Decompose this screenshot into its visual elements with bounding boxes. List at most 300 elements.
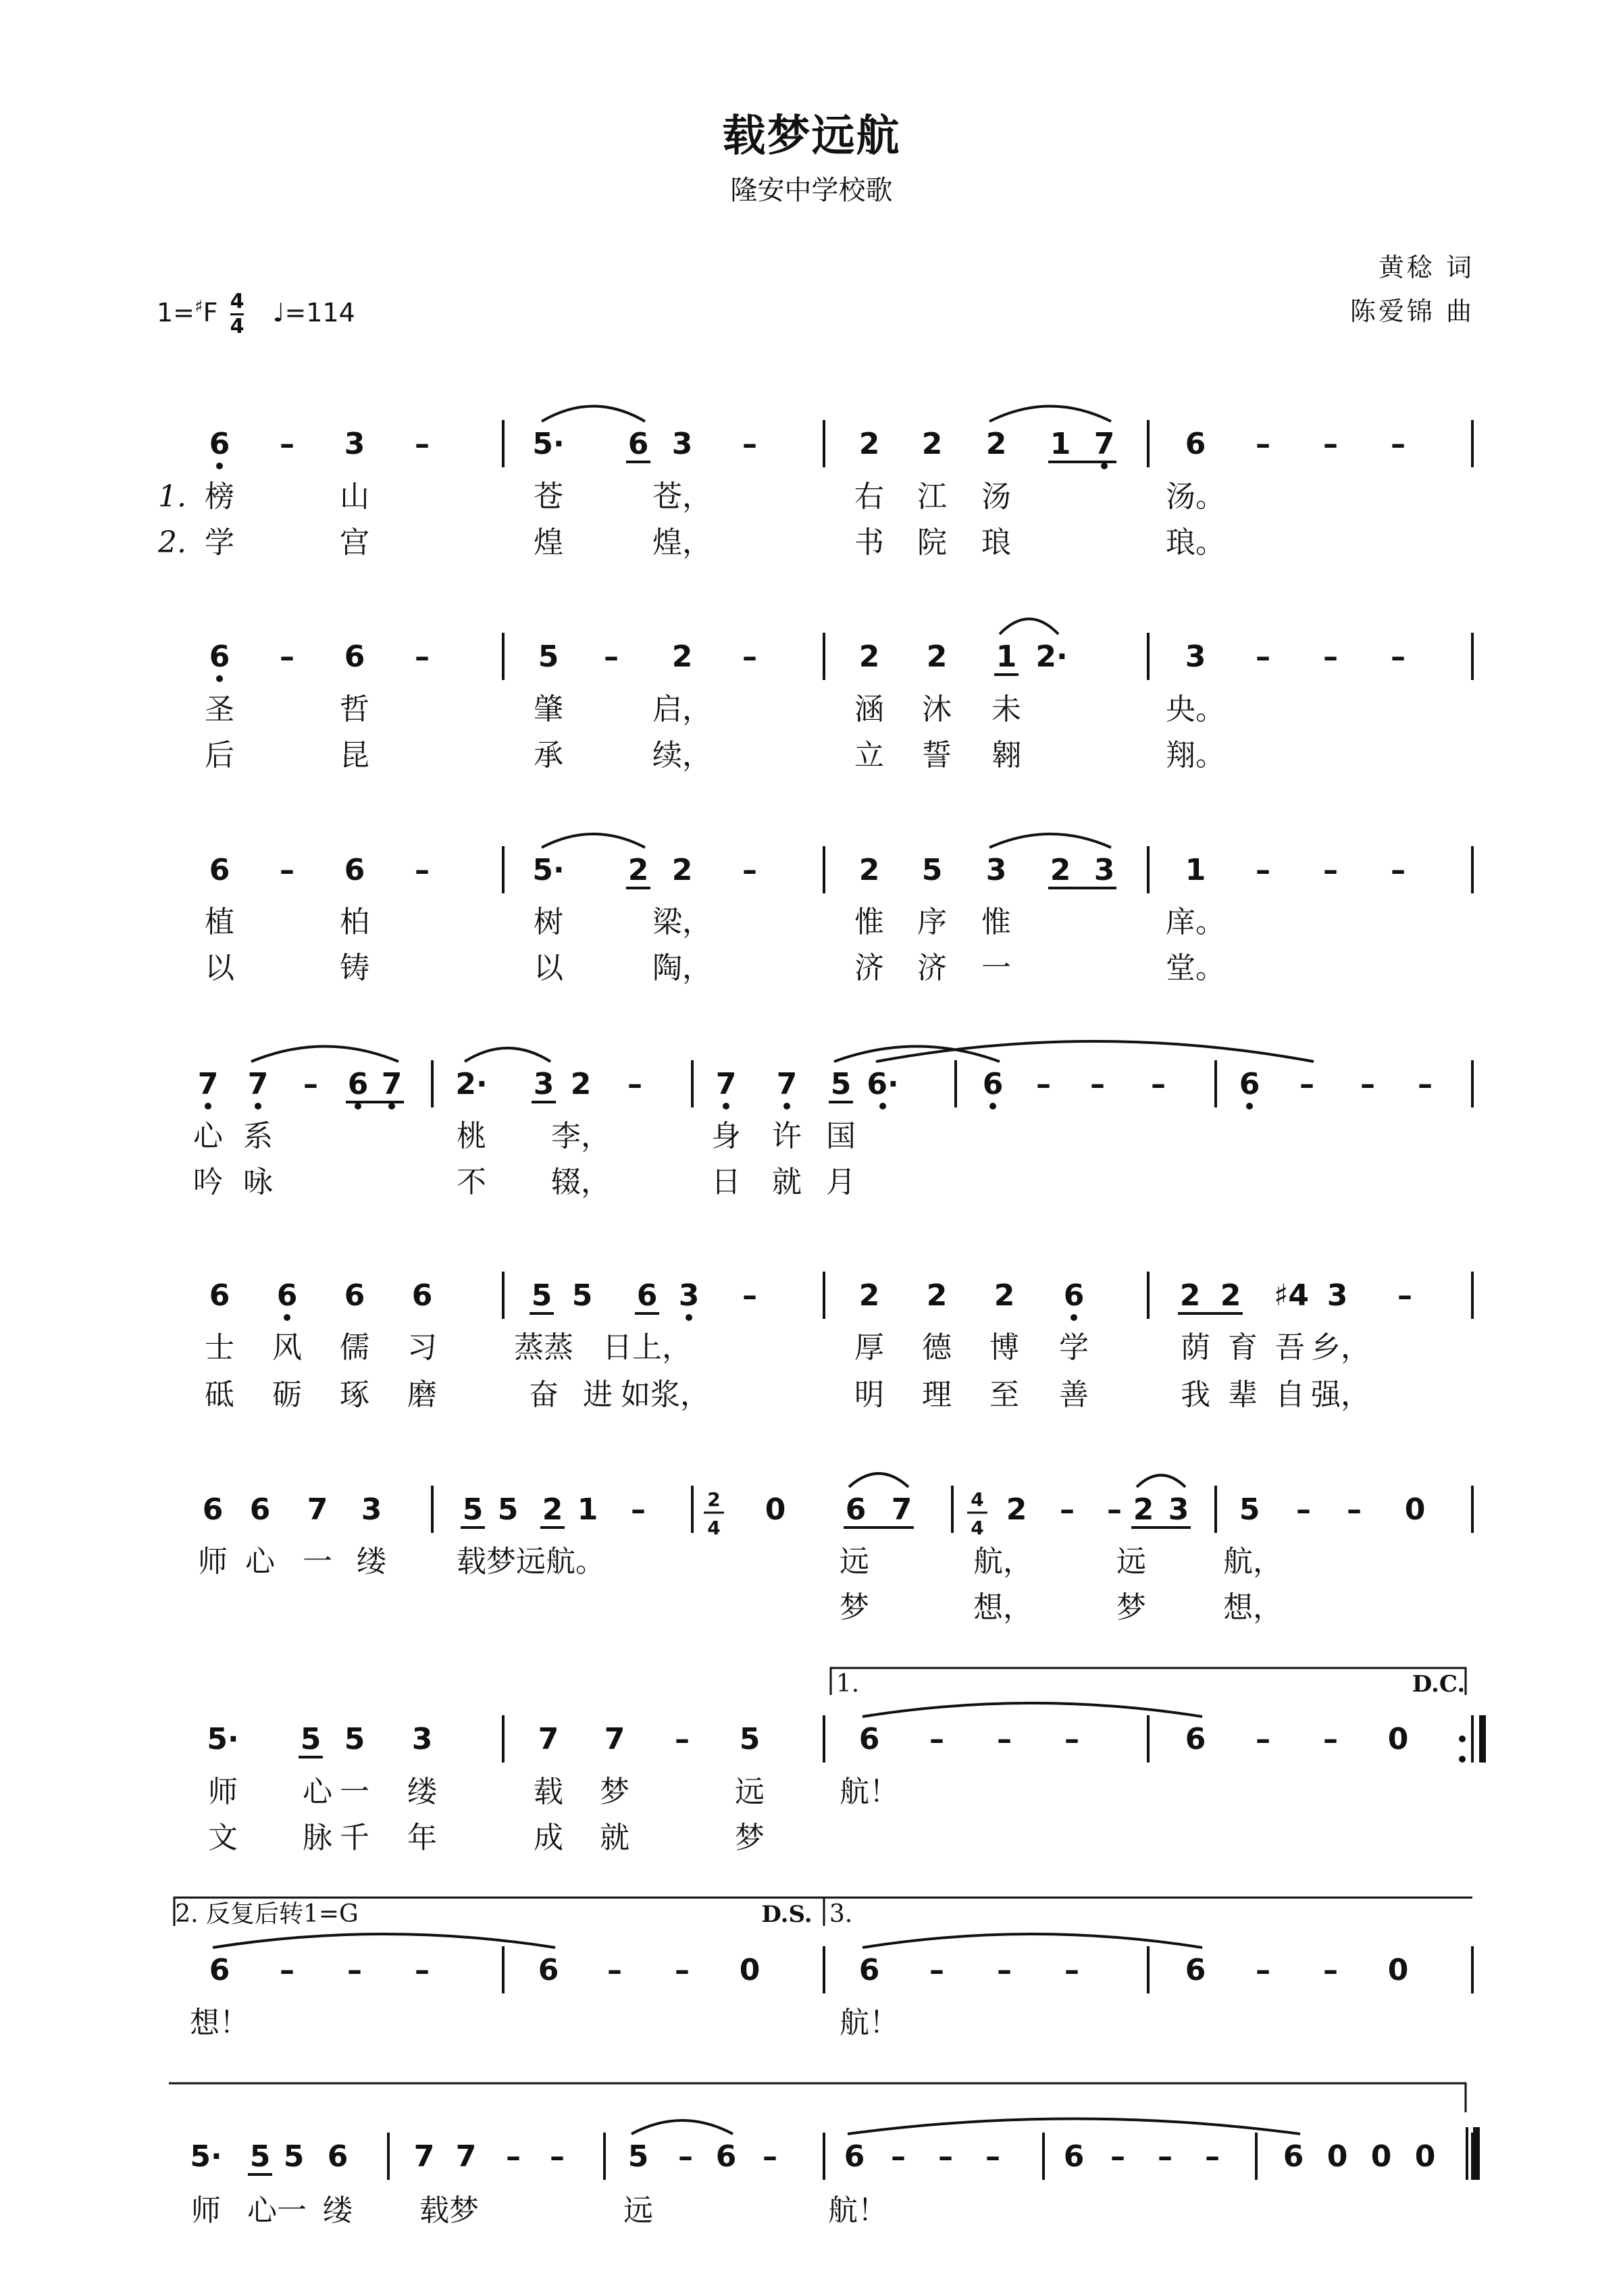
note: 7 xyxy=(455,2139,477,2174)
lyric-syllable: 宫 xyxy=(340,525,369,560)
lyric-syllable: 不 xyxy=(457,1165,486,1199)
note: 6 xyxy=(209,1953,230,1987)
lyric-syllable: 学 xyxy=(205,525,234,560)
note: 0 xyxy=(1387,1722,1409,1756)
lyric-syllable: 月 xyxy=(826,1165,856,1199)
octave-dot xyxy=(879,1103,886,1110)
lyric-syllable: 梦 xyxy=(840,1590,869,1625)
note: – xyxy=(1397,1278,1412,1313)
lyric-syllable: 陶， xyxy=(652,951,712,985)
note: – xyxy=(280,1953,294,1987)
note: 5 xyxy=(283,2139,305,2174)
time-sig-bottom: 4 xyxy=(971,1517,984,1539)
lyric-syllable: 辍， xyxy=(551,1165,611,1199)
verse-number-2: 2. xyxy=(158,525,186,560)
note: – xyxy=(742,640,757,674)
note: 3 xyxy=(985,853,1007,887)
note: 6 xyxy=(202,1492,224,1527)
note: 0 xyxy=(1326,2139,1348,2174)
note: – xyxy=(1064,1722,1079,1756)
note: – xyxy=(1418,1067,1433,1101)
note: 6 xyxy=(858,1953,880,1987)
lyric-syllable: 远航。 xyxy=(516,1544,605,1579)
note: 0 xyxy=(739,1953,761,1987)
lyric-syllable: 成 xyxy=(534,1821,563,1855)
lyric-syllable: 琅 xyxy=(981,525,1011,560)
time-bottom: 4 xyxy=(230,315,244,338)
note: 1 xyxy=(577,1492,598,1527)
note: 6 xyxy=(1185,1953,1206,1987)
note: – xyxy=(1256,1953,1270,1987)
lyric-syllable: 煌， xyxy=(652,525,712,560)
slur xyxy=(251,1047,398,1062)
lyric-syllable: 厚 xyxy=(854,1330,884,1365)
note: 2· xyxy=(1035,640,1068,674)
octave-dot xyxy=(723,1103,729,1110)
lyric-syllable: 柏 xyxy=(340,905,369,939)
lyric-syllable: 庠。 xyxy=(1166,905,1225,939)
note: – xyxy=(1256,640,1270,674)
note: 5 xyxy=(739,1722,761,1756)
note: – xyxy=(1323,853,1338,887)
note: 6 xyxy=(344,853,365,887)
lyric-syllable: 启， xyxy=(652,692,712,727)
octave-dot xyxy=(284,1314,290,1321)
note: 5 xyxy=(571,1278,593,1313)
lyric-syllable: 文 xyxy=(208,1821,238,1855)
lyric-syllable: 远 xyxy=(735,1775,765,1809)
lyric-syllable: 载梦 xyxy=(419,2193,479,2228)
lyric-syllable: 铸 xyxy=(340,951,369,985)
slur xyxy=(213,1934,555,1948)
note: 6 xyxy=(845,1492,867,1527)
note: – xyxy=(280,640,294,674)
note: 6 xyxy=(627,427,649,461)
lyric-syllable: 续， xyxy=(652,738,712,773)
note: 6 xyxy=(538,1953,559,1987)
slur xyxy=(1137,1476,1185,1488)
lyric-syllable: 国 xyxy=(826,1119,856,1153)
note: – xyxy=(742,853,757,887)
lyric-syllable: 昆 xyxy=(340,738,369,773)
lyric-syllable: 如浆， xyxy=(621,1378,710,1412)
lyric-syllable: 辈 xyxy=(1228,1378,1258,1412)
lyric-syllable: 央。 xyxy=(1166,692,1225,727)
slur xyxy=(989,834,1111,847)
lyric-syllable: 汤 xyxy=(981,479,1011,514)
note: – xyxy=(997,1722,1012,1756)
note: – xyxy=(1256,427,1270,461)
note: 3 xyxy=(533,1067,555,1101)
note: – xyxy=(1347,1492,1362,1527)
lyric-syllable: 翱 xyxy=(991,738,1021,773)
note: 2 xyxy=(1220,1278,1241,1313)
note: 2 xyxy=(627,853,649,887)
note: 6 xyxy=(858,1722,880,1756)
note: 6 xyxy=(209,1278,230,1313)
note: – xyxy=(675,1953,690,1987)
note: – xyxy=(938,2139,953,2174)
lyric-syllable: 梦 xyxy=(600,1775,629,1809)
slur xyxy=(876,1041,1314,1062)
note: 7 xyxy=(715,1067,737,1101)
lyric-syllable: 梦 xyxy=(1116,1590,1146,1625)
slur xyxy=(465,1048,550,1062)
lyric-syllable: 以 xyxy=(534,951,563,985)
lyric-syllable: 汤。 xyxy=(1166,479,1225,514)
lyric-syllable: 序 xyxy=(917,905,947,939)
lyric-syllable: 梁， xyxy=(652,905,712,939)
note: – xyxy=(415,1953,430,1987)
dc-mark: D.C. xyxy=(1412,1671,1466,1698)
lyric-syllable: 年 xyxy=(407,1821,437,1855)
key-letter: F xyxy=(203,298,218,328)
lyric-syllable: 强， xyxy=(1311,1378,1370,1412)
lyric-syllable: 航， xyxy=(973,1544,1033,1579)
note: 2 xyxy=(570,1067,592,1101)
lyric-syllable: 想！ xyxy=(190,2006,249,2040)
lyric-syllable: 树 xyxy=(534,905,563,939)
note: 6 xyxy=(344,640,365,674)
repeat-dot xyxy=(1459,1736,1466,1742)
octave-dot xyxy=(989,1103,996,1110)
lyric-syllable: 桃 xyxy=(457,1119,486,1153)
lyric-syllable: 济 xyxy=(917,951,947,985)
note: 2 xyxy=(858,427,880,461)
lyric-syllable: 心 xyxy=(193,1119,223,1153)
note: – xyxy=(742,427,757,461)
octave-dot xyxy=(1071,1314,1077,1321)
note: 3 xyxy=(1326,1278,1348,1313)
slur xyxy=(989,407,1111,422)
lyric-syllable: 许 xyxy=(772,1119,802,1153)
lyric-syllable: 航！ xyxy=(840,2006,899,2040)
note: – xyxy=(1299,1067,1314,1101)
lyric-syllable: 山 xyxy=(340,479,369,514)
note: 6 xyxy=(1185,427,1206,461)
lyric-syllable: 善 xyxy=(1059,1378,1089,1412)
key-prefix: 1= xyxy=(157,298,195,328)
lyric-syllable: 书 xyxy=(854,525,884,560)
note: 2 xyxy=(1133,1492,1154,1527)
lyric-syllable: 右 xyxy=(854,479,884,514)
lyric-syllable: 就 xyxy=(772,1165,802,1199)
lyric-syllable: 蒸蒸 xyxy=(514,1330,573,1365)
lyric-syllable: 千 xyxy=(340,1821,369,1855)
note: 0 xyxy=(1370,2139,1392,2174)
note: 3 xyxy=(671,427,693,461)
note: 2 xyxy=(858,640,880,674)
ds-mark: D.S. xyxy=(761,1901,813,1928)
lyric-syllable: 琅。 xyxy=(1166,525,1225,560)
lyric-syllable: 惟 xyxy=(854,905,884,939)
note: 0 xyxy=(1387,1953,1409,1987)
note: 6· xyxy=(867,1067,899,1101)
lyric-syllable: 煌 xyxy=(534,525,563,560)
note: – xyxy=(607,1953,622,1987)
note: 5· xyxy=(207,1722,239,1756)
note: 3 xyxy=(344,427,365,461)
note: 5· xyxy=(532,853,565,887)
note: – xyxy=(1110,2139,1125,2174)
lyric-syllable: 一 xyxy=(340,1775,369,1809)
note: 5 xyxy=(344,1722,365,1756)
verse-number-1: 1. xyxy=(158,479,186,514)
lyric-syllable: 士 xyxy=(205,1330,234,1365)
octave-dot xyxy=(216,463,223,469)
time-sig-top: 4 xyxy=(971,1488,984,1511)
note: – xyxy=(1391,853,1406,887)
lyric-syllable: 儒 xyxy=(340,1330,369,1365)
note: 5 xyxy=(627,2139,649,2174)
slur xyxy=(542,834,645,847)
lyric-syllable: 李， xyxy=(551,1119,611,1153)
lyric-syllable: 日 xyxy=(711,1165,741,1199)
note: – xyxy=(627,1067,642,1101)
note: – xyxy=(415,640,430,674)
note: 6 xyxy=(276,1278,298,1313)
note: 2 xyxy=(926,1278,948,1313)
note: 2 xyxy=(542,1492,563,1527)
note: – xyxy=(675,1722,690,1756)
lyric-syllable: 师 xyxy=(191,2193,221,2228)
note: 0 xyxy=(765,1492,786,1527)
note: 2 xyxy=(671,853,693,887)
note: 7 xyxy=(891,1492,912,1527)
lyric-syllable: 心 xyxy=(303,1775,332,1809)
note: 2 xyxy=(858,853,880,887)
note: 5 xyxy=(921,853,943,887)
lyric-syllable: 远 xyxy=(1116,1544,1146,1579)
note: 1 xyxy=(996,640,1017,674)
note: – xyxy=(1360,1067,1375,1101)
note: 6 xyxy=(327,2139,349,2174)
note: 5 xyxy=(249,2139,271,2174)
note: – xyxy=(1323,640,1338,674)
note: – xyxy=(1064,1953,1079,1987)
lyric-syllable: 以 xyxy=(205,951,234,985)
note: 2 xyxy=(994,1278,1015,1313)
octave-dot xyxy=(205,1103,211,1110)
note: – xyxy=(415,853,430,887)
lyric-syllable: 学 xyxy=(1059,1330,1089,1365)
note: 3 xyxy=(1093,853,1115,887)
note: 3 xyxy=(411,1722,433,1756)
note: 0 xyxy=(1404,1492,1426,1527)
note: – xyxy=(1151,1067,1166,1101)
lyric-syllable: 德 xyxy=(922,1330,952,1365)
lyric-syllable: 我 xyxy=(1181,1378,1210,1412)
note: – xyxy=(929,1953,944,1987)
lyric-syllable: 誓 xyxy=(922,738,952,773)
note: ♯4 xyxy=(1274,1278,1309,1313)
note: 2 xyxy=(1006,1492,1027,1527)
lyric-syllable: 航！ xyxy=(828,2193,887,2228)
lyric-syllable: 砺 xyxy=(272,1378,302,1412)
lyric-syllable: 脉 xyxy=(303,1821,332,1855)
note: 6 xyxy=(1239,1067,1260,1101)
note: 7 xyxy=(538,1722,559,1756)
octave-dot xyxy=(388,1103,395,1110)
lyric-syllable: 榜 xyxy=(205,479,234,514)
volta-label-2: 2. 反复后转1=G xyxy=(175,1900,359,1928)
slur xyxy=(542,407,645,422)
note: – xyxy=(347,1953,362,1987)
note: 2 xyxy=(926,640,948,674)
sharp-sign: ♯ xyxy=(195,296,203,317)
lyric-syllable: 心一 xyxy=(247,2193,307,2228)
lyric-syllable: 博 xyxy=(989,1330,1019,1365)
note: – xyxy=(1323,1953,1338,1987)
note: 3 xyxy=(361,1492,382,1527)
lyricist-credit: 黄稔 词 xyxy=(1378,253,1474,282)
note: 6 xyxy=(982,1067,1004,1101)
note: 7 xyxy=(197,1067,219,1101)
note: 6 xyxy=(249,1492,271,1527)
note: – xyxy=(891,2139,906,2174)
note: 6 xyxy=(1063,1278,1085,1313)
slur xyxy=(862,1934,1202,1948)
note: 6 xyxy=(209,427,230,461)
note: 7 xyxy=(776,1067,798,1101)
lyric-syllable: 乡， xyxy=(1311,1330,1370,1365)
lyric-syllable: 师 xyxy=(198,1544,228,1579)
lyric-syllable: 身 xyxy=(711,1119,741,1153)
note: 5· xyxy=(190,2139,222,2174)
lyric-syllable: 砥 xyxy=(205,1378,234,1412)
lyric-syllable: 航！ xyxy=(840,1775,899,1809)
note: 1 xyxy=(1185,853,1206,887)
lyric-syllable: 琢 xyxy=(340,1378,369,1412)
note: 2 xyxy=(921,427,943,461)
lyric-syllable: 肇 xyxy=(534,692,563,727)
lyric-syllable: 习 xyxy=(407,1330,437,1365)
lyric-syllable: 堂。 xyxy=(1166,951,1225,985)
repeat-dot xyxy=(1459,1756,1466,1763)
lyric-syllable: 江 xyxy=(917,479,947,514)
octave-dot xyxy=(216,675,223,682)
octave-dot xyxy=(1246,1103,1253,1110)
note: 7 xyxy=(604,1722,625,1756)
note: – xyxy=(1158,2139,1173,2174)
lyric-syllable: 风 xyxy=(272,1330,302,1365)
lyric-syllable: 理 xyxy=(922,1378,952,1412)
octave-dot xyxy=(255,1103,261,1110)
lyric-syllable: 苍 xyxy=(534,479,563,514)
note: 1 xyxy=(1050,427,1071,461)
note: 0 xyxy=(1414,2139,1436,2174)
note: 5 xyxy=(497,1492,519,1527)
time-top: 4 xyxy=(230,290,244,315)
lyric-syllable: 承 xyxy=(534,738,563,773)
note: 7 xyxy=(413,2139,435,2174)
tempo-mark: ♩=114 xyxy=(272,298,355,328)
lyric-syllable: 惟 xyxy=(981,905,1011,939)
lyric-syllable: 圣 xyxy=(205,692,234,727)
lyric-syllable: 吟 xyxy=(193,1165,223,1199)
lyric-syllable: 奋 xyxy=(529,1378,559,1412)
note: 6 xyxy=(1185,1722,1206,1756)
note: 6 xyxy=(1063,2139,1085,2174)
note: – xyxy=(1323,1722,1338,1756)
note: – xyxy=(1036,1067,1051,1101)
octave-dot xyxy=(783,1103,790,1110)
lyric-syllable: 日上， xyxy=(602,1330,692,1365)
lyric-syllable: 荫 xyxy=(1181,1330,1210,1365)
note: 2 xyxy=(858,1278,880,1313)
note: 3 xyxy=(678,1278,700,1313)
note: 7 xyxy=(307,1492,328,1527)
note: 3 xyxy=(1168,1492,1189,1527)
note: 6 xyxy=(209,640,230,674)
lyric-syllable: 院 xyxy=(917,525,947,560)
slur xyxy=(862,1703,1202,1717)
note: 2 xyxy=(1050,853,1071,887)
note: 5 xyxy=(830,1067,852,1101)
lyric-syllable: 翔。 xyxy=(1166,738,1225,773)
note: – xyxy=(1391,640,1406,674)
slur xyxy=(849,1473,908,1487)
note: – xyxy=(997,1953,1012,1987)
note: – xyxy=(678,2139,693,2174)
note: 5 xyxy=(1239,1492,1260,1527)
slur xyxy=(632,2120,733,2134)
note: – xyxy=(1256,1722,1270,1756)
note: 3 xyxy=(1185,640,1206,674)
lyric-syllable: 立 xyxy=(854,738,884,773)
lyric-syllable: 沐 xyxy=(922,692,952,727)
note: – xyxy=(1296,1492,1311,1527)
lyric-syllable: 至 xyxy=(989,1378,1019,1412)
note: – xyxy=(742,1278,757,1313)
lyric-syllable: 师 xyxy=(208,1775,238,1809)
note: – xyxy=(631,1492,646,1527)
note: – xyxy=(550,2139,565,2174)
lyric-syllable: 涵 xyxy=(854,692,884,727)
lyric-syllable: 远 xyxy=(840,1544,869,1579)
lyric-syllable: 梦 xyxy=(735,1821,765,1855)
note: 2 xyxy=(671,640,693,674)
note: – xyxy=(985,2139,1000,2174)
note: – xyxy=(280,853,294,887)
note: – xyxy=(604,640,619,674)
note: 2 xyxy=(1179,1278,1201,1313)
volta-bracket-1 xyxy=(831,1668,1466,1695)
lyric-syllable: 一 xyxy=(303,1544,332,1579)
lyric-syllable: 想， xyxy=(1223,1590,1283,1625)
lyric-syllable: 自 xyxy=(1275,1378,1305,1412)
note: 5· xyxy=(532,427,565,461)
octave-dot xyxy=(355,1103,361,1110)
note: – xyxy=(506,2139,521,2174)
note: – xyxy=(415,427,430,461)
note: – xyxy=(763,2139,777,2174)
lyric-syllable: 苍， xyxy=(652,479,712,514)
note: 6 xyxy=(347,1067,369,1101)
note: 6 xyxy=(411,1278,433,1313)
note: 6 xyxy=(715,2139,737,2174)
lyric-syllable: 缕 xyxy=(357,1544,386,1579)
lyric-syllable: 就 xyxy=(600,1821,629,1855)
note: 5 xyxy=(462,1492,484,1527)
lyric-syllable: 航， xyxy=(1223,1544,1283,1579)
note: 2 xyxy=(985,427,1007,461)
note: 6 xyxy=(344,1278,365,1313)
composer-credit: 陈爱锦 曲 xyxy=(1349,296,1474,326)
lyric-syllable: 后 xyxy=(205,738,234,773)
note: 5 xyxy=(531,1278,552,1313)
note: 7 xyxy=(1093,427,1115,461)
